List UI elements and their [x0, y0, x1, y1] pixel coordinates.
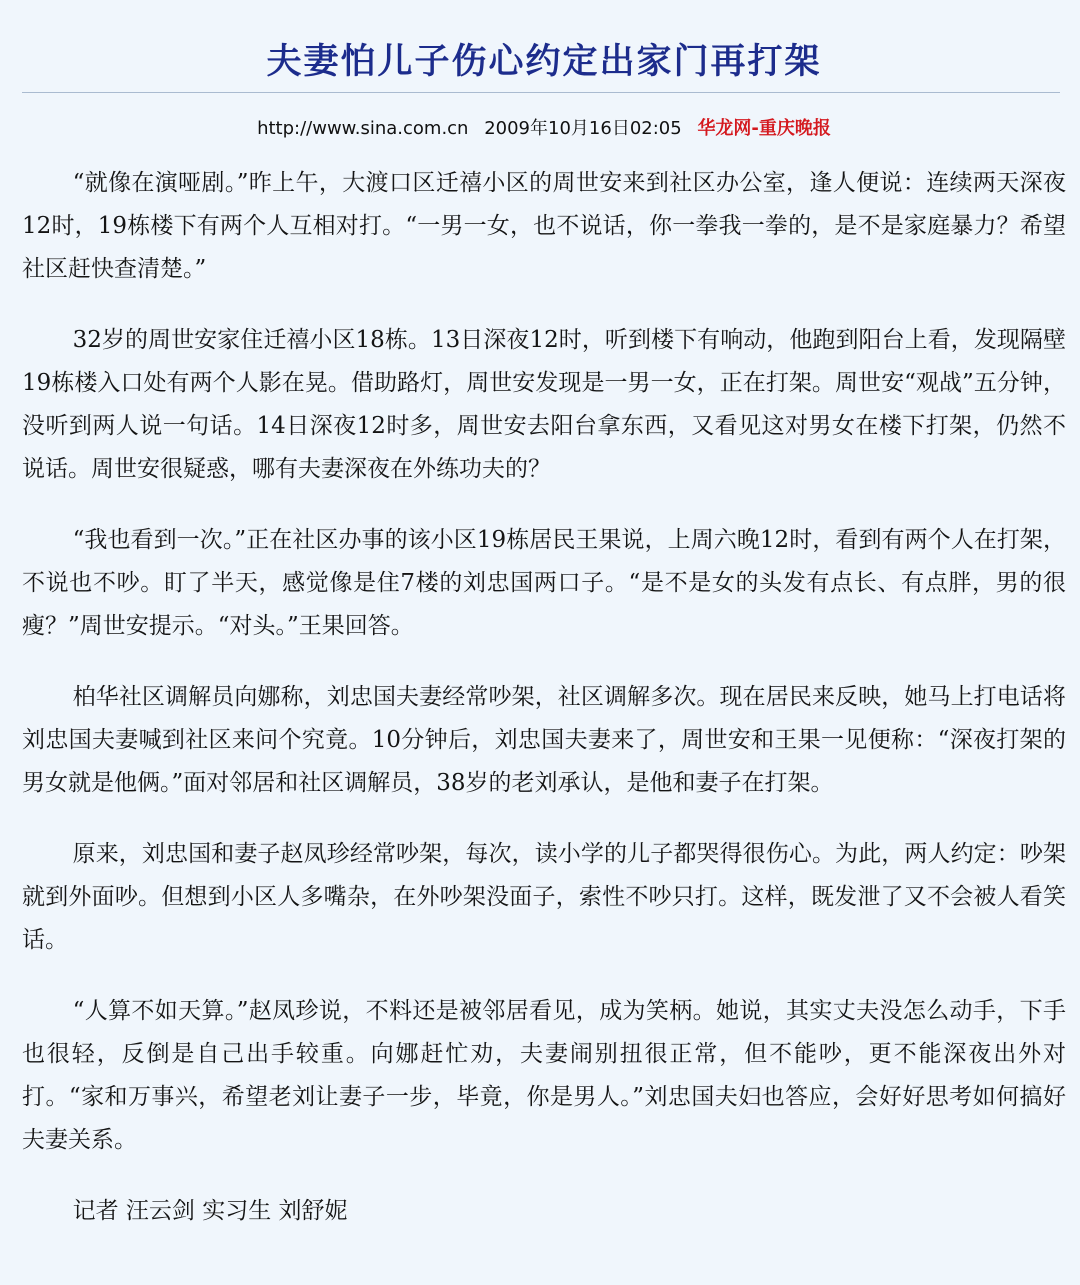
article-paragraph: “人算不如天算。”赵凤珍说，不料还是被邻居看见，成为笑柄。她说，其实丈夫没怎么动手，下手也很轻，反倒是自己出手较重。向娜赶忙劝，夫妻闹别扭很正常，但不能吵，更不能深夜出外对打。“家和万事兴，希望老刘让妻子一步，毕竟，你是男人。”刘忠国夫妇也答应，会好好思考如何搞好夫妻关系。	[22, 998, 1066, 1153]
title-divider	[22, 92, 1060, 93]
article-body	[22, 162, 1066, 1233]
source-url: http://www.sina.com.cn	[257, 118, 469, 139]
article-paragraph: “就像在演哑剧。”昨上午，大渡口区迁禧小区的周世安来到社区办公室，逢人便说：连续两天深夜12时，19栋楼下有两个人互相对打。“一男一女，也不说话，你一拳我一拳的，是不是家庭暴力？希望社区赶快查清楚。”	[22, 170, 1066, 282]
publish-datetime: 2009年10月16日02:05	[484, 118, 682, 139]
article-paragraph: 32岁的周世安家住迁禧小区18栋。13日深夜12时，听到楼下有响动，他跑到阳台上看，发现隔壁19栋楼入口处有两个人影在晃。借助路灯，周世安发现是一男一女，正在打架。周世安“观战”五分钟，没听到两人说一句话。14日深夜12时多，周世安去阳台拿东西，又看见这对男女在楼下打架，仍然不说话。周世安很疑惑，哪有夫妻深夜在外练功夫的？	[22, 327, 1066, 482]
news-source: 华龙网-重庆晚报	[697, 118, 831, 139]
article-title: 夫妻怕儿子伤心约定出家门再打架	[266, 41, 822, 82]
article-paragraph: 原来，刘忠国和妻子赵凤珍经常吵架，每次，读小学的儿子都哭得很伤心。为此，两人约定：吵架就到外面吵。但想到小区人多嘴杂，在外吵架没面子，索性不吵只打。这样，既发泄了又不会被人看笑话。	[22, 841, 1066, 953]
article-paragraph: “我也看到一次。”正在社区办事的该小区19栋居民王果说，上周六晚12时，看到有两个人在打架，不说也不吵。盯了半天，感觉像是住7楼的刘忠国两口子。“是不是女的头发有点长、有点胖，男的很瘦？”周世安提示。“对头。”王果回答。	[22, 527, 1066, 639]
article-byline: 记者 汪云剑 实习生 刘舒妮	[72, 1198, 348, 1224]
article-meta	[22, 114, 1066, 144]
article-paragraph: 柏华社区调解员向娜称，刘忠国夫妻经常吵架，社区调解多次。现在居民来反映，她马上打电话将刘忠国夫妻喊到社区来问个究竟。10分钟后，刘忠国夫妻来了，周世安和王果一见便称：“深夜打架的男女就是他俩。”面对邻居和社区调解员，38岁的老刘承认，是他和妻子在打架。	[22, 684, 1066, 796]
